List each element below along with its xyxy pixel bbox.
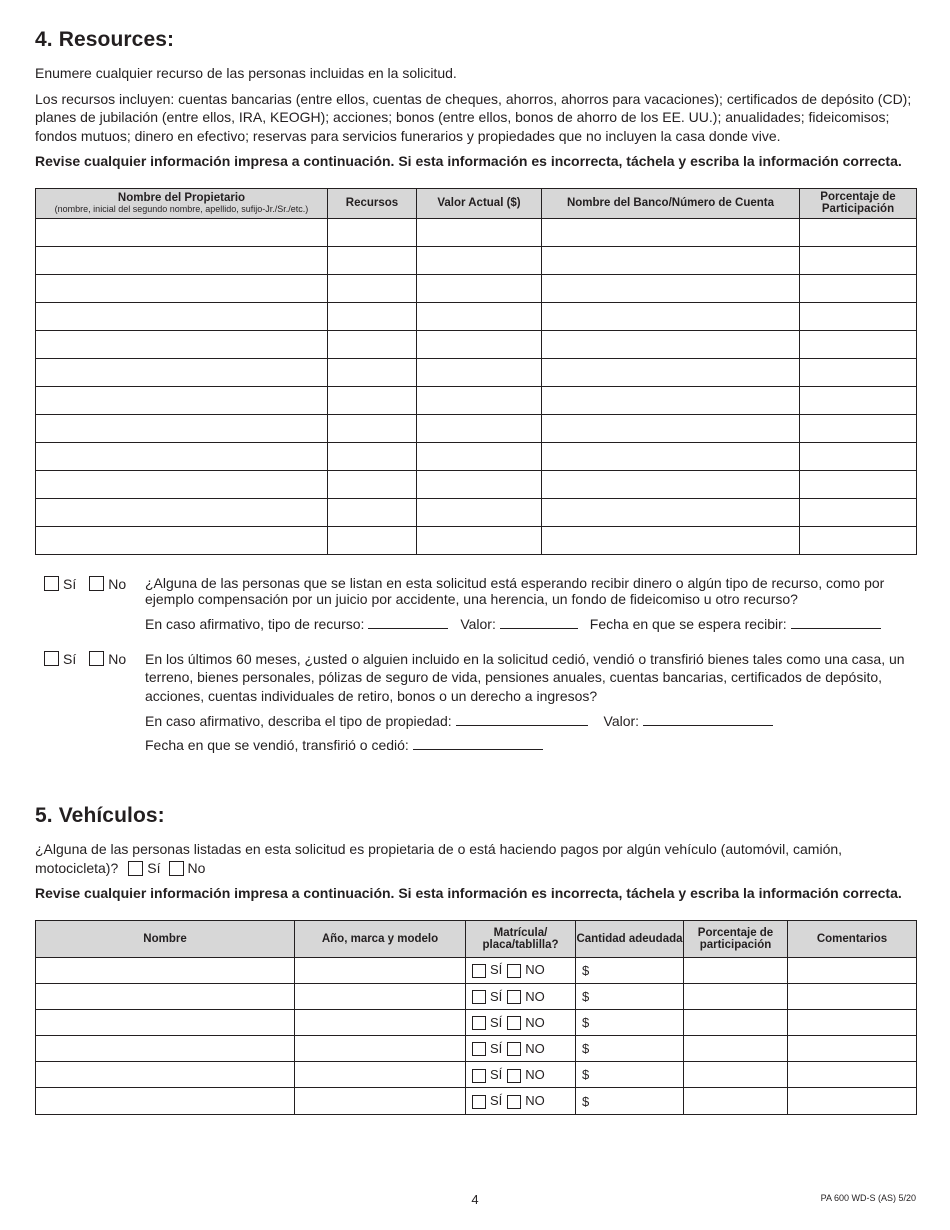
plate-no-checkbox[interactable] xyxy=(507,990,521,1004)
resource-cell[interactable] xyxy=(328,330,417,358)
resource-cell[interactable] xyxy=(328,246,417,274)
vehicle-owed-cell[interactable] xyxy=(576,1088,684,1114)
percent-cell[interactable] xyxy=(800,302,917,330)
plate-yes-checkbox[interactable] xyxy=(472,964,486,978)
plate-yes-label: SÍ xyxy=(490,1093,503,1109)
form-id: PA 600 WD-S (AS) 5/20 xyxy=(820,1193,916,1203)
vehicle-plate-cell xyxy=(466,957,576,983)
resource-cell[interactable] xyxy=(328,386,417,414)
vehicle-percent-cell[interactable] xyxy=(684,1062,788,1088)
plate-yes-label: SÍ xyxy=(490,962,503,978)
currency-symbol: $ xyxy=(582,1067,590,1083)
resource-type-label: En caso afirmativo, tipo de recurso: xyxy=(145,615,365,632)
vehicle-model-cell[interactable] xyxy=(295,957,466,983)
expecting-resource-no-checkbox[interactable] xyxy=(89,576,104,591)
percent-cell[interactable] xyxy=(800,246,917,274)
owner-cell[interactable] xyxy=(36,470,328,498)
plate-no-label: NO xyxy=(525,1040,545,1056)
resource-cell[interactable] xyxy=(328,470,417,498)
percent-cell[interactable] xyxy=(800,358,917,386)
resources-table-row xyxy=(36,246,917,274)
bank-cell[interactable] xyxy=(542,218,800,246)
bank-cell[interactable] xyxy=(542,442,800,470)
percent-cell[interactable] xyxy=(800,330,917,358)
plate-no-checkbox[interactable] xyxy=(507,1095,521,1109)
vehicle-question-text: ¿Alguna de las personas listadas en esta solicitud es propietaria de o está haciendo pagos por algún vehículo (automóvil, camión, motocicleta)? xyxy=(35,841,843,876)
owner-cell[interactable] xyxy=(36,358,328,386)
resource-date-field[interactable] xyxy=(791,617,881,629)
vehicle-name-cell[interactable] xyxy=(36,1062,295,1088)
vehicles-table-row xyxy=(36,1088,917,1114)
resource-type-field[interactable] xyxy=(368,617,448,629)
property-type-field[interactable] xyxy=(456,714,588,726)
vehicle-name-column-header: Nombre xyxy=(36,920,295,957)
currency-symbol: $ xyxy=(582,962,590,978)
vehicle-percent-column-header: Porcentaje de participación xyxy=(684,920,788,957)
expecting-resource-question xyxy=(35,575,916,633)
vehicle-percent-cell[interactable] xyxy=(684,983,788,1009)
vehicle-owed-cell[interactable] xyxy=(576,1009,684,1035)
bank-column-header: Nombre del Banco/Número de Cuenta xyxy=(542,188,800,218)
resource-cell[interactable] xyxy=(328,526,417,554)
plate-no-label: NO xyxy=(525,1093,545,1109)
vehicles-table-row xyxy=(36,983,917,1009)
resources-column-header: Recursos xyxy=(328,188,417,218)
plate-no-label: NO xyxy=(525,1014,545,1030)
vehicle-owed-cell[interactable] xyxy=(576,957,684,983)
value-cell[interactable] xyxy=(417,470,542,498)
value-cell[interactable] xyxy=(417,274,542,302)
vehicle-yes-label: Sí xyxy=(147,859,161,876)
resources-intro: Enumere cualquier recurso de las personas incluidas en la solicitud. xyxy=(35,65,457,81)
resources-table-header xyxy=(36,188,917,218)
resource-date-label: Fecha en que se espera recibir: xyxy=(589,615,787,632)
plate-no-checkbox[interactable] xyxy=(507,964,521,978)
value-cell[interactable] xyxy=(417,498,542,526)
value-cell[interactable] xyxy=(417,302,542,330)
vehicle-model-cell[interactable] xyxy=(295,1088,466,1114)
plate-yes-label: SÍ xyxy=(490,988,503,1004)
property-date-field[interactable] xyxy=(413,738,543,750)
resource-cell[interactable] xyxy=(328,498,417,526)
plate-no-checkbox[interactable] xyxy=(507,1042,521,1056)
vehicles-table xyxy=(35,920,917,1115)
section-4-heading xyxy=(35,28,916,52)
resources-table-row xyxy=(36,330,917,358)
bank-cell[interactable] xyxy=(542,386,800,414)
resource-cell[interactable] xyxy=(328,218,417,246)
value-cell[interactable] xyxy=(417,442,542,470)
plate-yes-label: SÍ xyxy=(490,1040,503,1056)
section-5-number: 5. xyxy=(35,804,53,827)
expecting-resource-yes-checkbox[interactable] xyxy=(44,576,59,591)
value-cell[interactable] xyxy=(417,526,542,554)
transferred-property-no-label: No xyxy=(108,650,127,667)
vehicle-model-cell[interactable] xyxy=(295,1036,466,1062)
vehicles-table-header xyxy=(36,920,917,957)
bank-cell[interactable] xyxy=(542,358,800,386)
vehicle-owed-cell[interactable] xyxy=(576,983,684,1009)
value-cell[interactable] xyxy=(417,218,542,246)
bank-cell[interactable] xyxy=(542,274,800,302)
bank-cell[interactable] xyxy=(542,470,800,498)
property-date-label: Fecha en que se vendió, transfirió o cedió: xyxy=(145,737,409,753)
vehicle-percent-cell[interactable] xyxy=(684,957,788,983)
bank-cell[interactable] xyxy=(542,302,800,330)
resources-table-row xyxy=(36,218,917,246)
percent-cell[interactable] xyxy=(800,274,917,302)
plate-yes-label: SÍ xyxy=(490,1014,503,1030)
vehicle-model-cell[interactable] xyxy=(295,983,466,1009)
resource-cell[interactable] xyxy=(328,302,417,330)
expecting-resource-no-label: No xyxy=(108,575,127,592)
plate-no-label: NO xyxy=(525,1067,545,1083)
vehicle-percent-cell[interactable] xyxy=(684,1036,788,1062)
resource-value-field[interactable] xyxy=(500,617,578,629)
resources-table-row xyxy=(36,358,917,386)
percent-cell[interactable] xyxy=(800,218,917,246)
vehicle-no-checkbox[interactable] xyxy=(169,861,184,876)
plate-no-checkbox[interactable] xyxy=(507,1069,521,1083)
plate-yes-checkbox[interactable] xyxy=(472,1095,486,1109)
currency-symbol: $ xyxy=(582,988,590,1004)
currency-symbol: $ xyxy=(582,1041,590,1057)
transferred-property-yes-checkbox[interactable] xyxy=(44,651,59,666)
vehicle-plate-cell xyxy=(466,1088,576,1114)
vehicle-plate-cell xyxy=(466,1009,576,1035)
vehicle-owed-cell[interactable] xyxy=(576,1062,684,1088)
vehicles-table-row xyxy=(36,1062,917,1088)
resources-table-row xyxy=(36,302,917,330)
resources-table-row xyxy=(36,526,917,554)
owner-cell[interactable] xyxy=(36,218,328,246)
percent-cell[interactable] xyxy=(800,470,917,498)
value-column-header: Valor Actual ($) xyxy=(417,188,542,218)
percent-cell[interactable] xyxy=(800,442,917,470)
owner-cell[interactable] xyxy=(36,330,328,358)
owner-cell[interactable] xyxy=(36,414,328,442)
vehicle-owed-column-header: Cantidad adeudada xyxy=(576,920,684,957)
vehicle-comments-cell[interactable] xyxy=(788,1062,917,1088)
percent-cell[interactable] xyxy=(800,386,917,414)
resources-table xyxy=(35,188,917,555)
plate-no-label: NO xyxy=(525,988,545,1004)
bank-cell[interactable] xyxy=(542,414,800,442)
property-type-label: En caso afirmativo, describa el tipo de propiedad: xyxy=(145,713,452,729)
currency-symbol: $ xyxy=(582,1093,590,1109)
percent-column-header: Porcentaje de Participación xyxy=(800,188,917,218)
vehicle-owed-cell[interactable] xyxy=(576,1036,684,1062)
vehicle-comments-column-header: Comentarios xyxy=(788,920,917,957)
vehicle-name-cell[interactable] xyxy=(36,1009,295,1035)
expecting-resource-yes-label: Sí xyxy=(63,575,77,592)
vehicle-plate-cell xyxy=(466,1036,576,1062)
percent-cell[interactable] xyxy=(800,414,917,442)
bank-cell[interactable] xyxy=(542,498,800,526)
value-cell[interactable] xyxy=(417,330,542,358)
currency-symbol: $ xyxy=(582,1014,590,1030)
vehicle-model-cell[interactable] xyxy=(295,1009,466,1035)
vehicle-model-cell[interactable] xyxy=(295,1062,466,1088)
plate-yes-label: SÍ xyxy=(490,1067,503,1083)
resources-table-row xyxy=(36,386,917,414)
section-4-title: Resources: xyxy=(58,28,175,51)
owner-cell[interactable] xyxy=(36,386,328,414)
value-cell[interactable] xyxy=(417,386,542,414)
plate-yes-checkbox[interactable] xyxy=(472,1069,486,1083)
transferred-property-yes-label: Sí xyxy=(63,650,77,667)
section-5-heading xyxy=(35,804,916,828)
value-cell[interactable] xyxy=(417,414,542,442)
vehicles-table-row xyxy=(36,957,917,983)
owner-cell[interactable] xyxy=(36,442,328,470)
plate-yes-checkbox[interactable] xyxy=(472,1016,486,1030)
vehicle-yes-checkbox[interactable] xyxy=(128,861,143,876)
transferred-property-text: En los últimos 60 meses, ¿usted o alguien incluido en la solicitud cedió, vendió o transfirió bienes tales como una casa, un terreno, bienes personales, pólizas de seguro de vida, pensiones anuales, cuentas bancarias, certificados de depósito, acciones, cuentas individuales de retiro, bonos o un derecho a ingresos? xyxy=(145,650,905,704)
plate-no-label: NO xyxy=(525,962,545,978)
value-cell[interactable] xyxy=(417,246,542,274)
owner-column-header: Nombre del Propietario (nombre, inicial del segundo nombre, apellido, sufijo-Jr./Sr./etc.) xyxy=(36,188,328,218)
vehicle-plate-column-header: Matrícula/ placa/tablilla? xyxy=(466,920,576,957)
vehicle-comments-cell[interactable] xyxy=(788,1009,917,1035)
owner-cell[interactable] xyxy=(36,526,328,554)
resource-cell[interactable] xyxy=(328,274,417,302)
resources-table-row xyxy=(36,470,917,498)
resource-value-label: Valor: xyxy=(460,615,496,632)
bank-cell[interactable] xyxy=(542,246,800,274)
vehicles-table-row xyxy=(36,1009,917,1035)
vehicle-question xyxy=(35,840,916,877)
bank-cell[interactable] xyxy=(542,330,800,358)
vehicle-comments-cell[interactable] xyxy=(788,1088,917,1114)
page-number: 4 xyxy=(471,1192,479,1207)
vehicle-comments-cell[interactable] xyxy=(788,957,917,983)
resources-table-row xyxy=(36,442,917,470)
resources-table-row xyxy=(36,498,917,526)
vehicle-no-label: No xyxy=(187,859,206,876)
vehicle-name-cell[interactable] xyxy=(36,957,295,983)
form-page xyxy=(35,28,916,1115)
property-value-field[interactable] xyxy=(643,714,773,726)
resource-cell[interactable] xyxy=(328,442,417,470)
plate-yes-checkbox[interactable] xyxy=(472,990,486,1004)
vehicle-model-column-header: Año, marca y modelo xyxy=(295,920,466,957)
owner-cell[interactable] xyxy=(36,498,328,526)
vehicle-name-cell[interactable] xyxy=(36,1088,295,1114)
transferred-property-no-checkbox[interactable] xyxy=(89,651,104,666)
resources-description: Los recursos incluyen: cuentas bancarias (entre ellos, cuentas de cheques, ahorros, ahorros para vacaciones); certificados de depósito (CD); planes de jubilación (entre ellos, IRA, KEOGH); acciones; bonos (entre ellos, bonos de ahorro de los EE. UU.); anualidades; fideicomisos; fondos mutuos; dinero en efectivo; reservas para servicios funerarios y propiedades que no incluyen la casa donde vive. xyxy=(35,90,912,144)
resource-cell[interactable] xyxy=(328,414,417,442)
vehicle-name-cell[interactable] xyxy=(36,983,295,1009)
vehicle-plate-cell xyxy=(466,1062,576,1088)
vehicles-table-row xyxy=(36,1036,917,1062)
percent-cell[interactable] xyxy=(800,526,917,554)
owner-cell[interactable] xyxy=(36,246,328,274)
vehicle-comments-cell[interactable] xyxy=(788,1036,917,1062)
owner-cell[interactable] xyxy=(36,274,328,302)
owner-cell[interactable] xyxy=(36,302,328,330)
resources-table-row xyxy=(36,274,917,302)
resources-review-notice: Revise cualquier información impresa a continuación. Si esta información es incorrecta, táchela y escriba la información correcta. xyxy=(35,153,902,169)
plate-yes-checkbox[interactable] xyxy=(472,1042,486,1056)
percent-cell[interactable] xyxy=(800,498,917,526)
plate-no-checkbox[interactable] xyxy=(507,1016,521,1030)
resources-table-row xyxy=(36,414,917,442)
vehicle-plate-cell xyxy=(466,983,576,1009)
owner-column-subheader: (nombre, inicial del segundo nombre, apellido, sufijo-Jr./Sr./etc.) xyxy=(54,204,309,214)
vehicles-review-notice: Revise cualquier información impresa a continuación. Si esta información es incorrecta, táchela y escriba la información correcta. xyxy=(35,885,902,901)
value-cell[interactable] xyxy=(417,358,542,386)
expecting-resource-text: ¿Alguna de las personas que se listan en esta solicitud está esperando recibir dinero o algún tipo de recurso, como por ejemplo compensación por un juicio por accidente, una herencia, un fondo de fideicomiso u otro recurso? xyxy=(145,574,885,607)
property-value-label: Valor: xyxy=(603,713,640,729)
vehicle-name-cell[interactable] xyxy=(36,1036,295,1062)
transferred-property-question xyxy=(35,650,916,755)
vehicle-comments-cell[interactable] xyxy=(788,983,917,1009)
bank-cell[interactable] xyxy=(542,526,800,554)
section-4-number: 4. xyxy=(35,28,53,51)
vehicle-percent-cell[interactable] xyxy=(684,1009,788,1035)
vehicle-percent-cell[interactable] xyxy=(684,1088,788,1114)
section-5-title: Vehículos: xyxy=(58,804,165,827)
resource-cell[interactable] xyxy=(328,358,417,386)
